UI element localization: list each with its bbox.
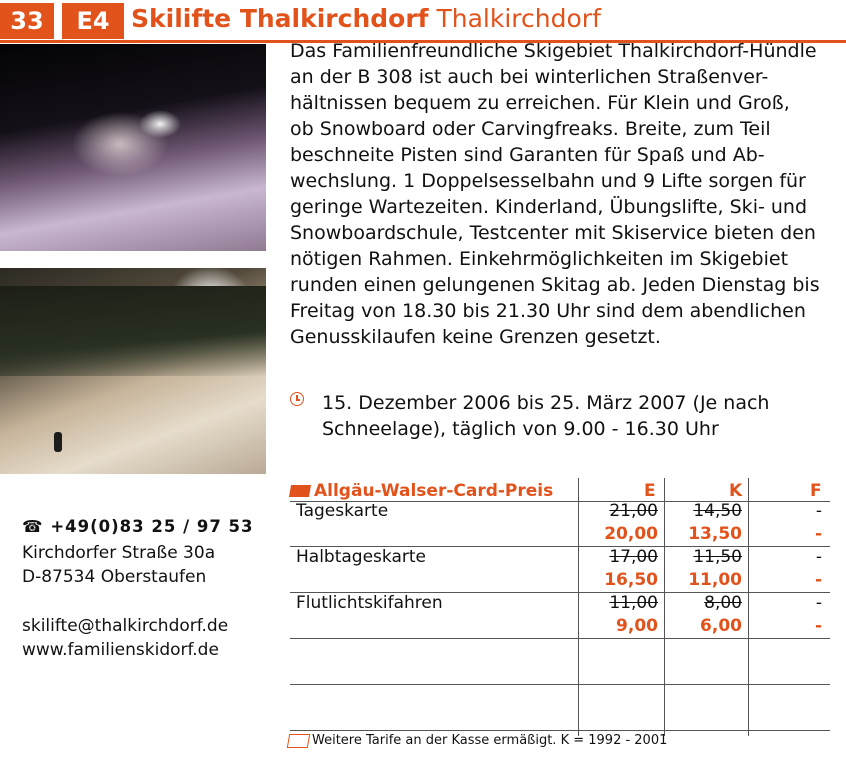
- phone-row: [22, 515, 254, 539]
- description-line: Snowboardschule, Testcenter mit Skiservice bieten den: [290, 222, 816, 244]
- row-label-halbtageskarte: Halbtageskarte: [296, 547, 426, 567]
- price-e-regular: 21,00: [609, 501, 658, 521]
- description-line: an der B 308 ist auch bei winterlichen Straßenver-: [290, 66, 769, 88]
- photo-skier: [54, 432, 62, 452]
- season-dates: [322, 390, 769, 442]
- price-f-regular: -: [815, 593, 822, 613]
- price-k-card: 6,00: [700, 616, 742, 636]
- price-footnote: Weitere Tarife an der Kasse ermäßigt. K = 1992 - 2001: [312, 733, 668, 748]
- telephone-icon: ☎: [22, 517, 44, 536]
- description-line: nötigen Rahmen. Einkehrmöglichkeiten im Skigebiet: [290, 248, 789, 270]
- entry-number-badge: 33: [0, 3, 54, 39]
- price-e-regular: 11,00: [609, 593, 658, 613]
- night-skiing-photo: [0, 44, 266, 251]
- column-e-header: E: [644, 481, 656, 501]
- description-line: Das Familienfreundliche Skigebiet Thalkirchdorf-Hündle: [290, 40, 817, 62]
- description-line: beschneite Pisten sind Garanten für Spaß und Ab-: [290, 144, 765, 166]
- column-divider: [578, 478, 579, 736]
- description-line: runden einen gelungenen Skitag ab. Jeden Dienstag bis: [290, 274, 820, 296]
- title-location: Thalkirchdorf: [436, 4, 601, 33]
- price-k-regular: 8,00: [704, 593, 742, 613]
- description-line: geringe Wartezeiten. Kinderland, Übungslifte, Ski- und: [290, 196, 808, 218]
- season-line-1: 15. Dezember 2006 bis 25. März 2007 (Je nach: [322, 392, 770, 414]
- description-line: ob Snowboard oder Carvingfreaks. Breite, zum Teil: [290, 118, 771, 140]
- description-line: Freitag von 18.30 bis 21.30 Uhr sind dem abendlichen: [290, 300, 806, 322]
- photo-forest: [0, 286, 266, 376]
- address-city: D-87534 Oberstaufen: [22, 567, 207, 587]
- ski-slope-photo: [0, 268, 266, 474]
- row-label-flutlicht: Flutlichtskifahren: [296, 593, 443, 613]
- price-k-regular: 14,50: [693, 501, 742, 521]
- row-divider: [290, 684, 830, 685]
- column-f-header: F: [810, 481, 822, 501]
- price-k-card: 11,00: [688, 570, 742, 590]
- map-code-badge: E4: [62, 3, 124, 39]
- website-link[interactable]: www.familienskidorf.de: [22, 640, 219, 660]
- price-k-card: 13,50: [688, 524, 742, 544]
- price-f-card: -: [814, 570, 822, 590]
- email-link[interactable]: skilifte@thalkirchdorf.de: [22, 616, 229, 636]
- price-e-card: 9,00: [616, 616, 658, 636]
- price-f-regular: -: [815, 501, 822, 521]
- price-f-card: -: [814, 524, 822, 544]
- price-e-card: 16,50: [604, 570, 658, 590]
- column-divider: [664, 478, 665, 736]
- phone-number[interactable]: +49(0)83 25 / 97 53: [50, 517, 254, 536]
- title-bold: Skilifte Thalkirchdorf: [131, 4, 429, 33]
- description-line: hältnissen bequem zu erreichen. Für Klein und Groß,: [290, 92, 790, 114]
- row-divider: [290, 730, 830, 731]
- price-table: [290, 478, 830, 738]
- address-street: Kirchdorfer Straße 30a: [22, 543, 216, 563]
- clock-icon: [290, 392, 304, 406]
- price-e-regular: 17,00: [609, 547, 658, 567]
- footnote-flag-icon: [287, 734, 310, 748]
- price-k-regular: 11,50: [693, 547, 742, 567]
- price-e-card: 20,00: [604, 524, 658, 544]
- card-price-header: Allgäu-Walser-Card-Preis: [314, 481, 554, 501]
- page-title: [131, 2, 601, 36]
- row-divider: [290, 638, 830, 639]
- description-line: Genusskilaufen keine Grenzen gesetzt.: [290, 326, 661, 348]
- price-f-card: -: [814, 616, 822, 636]
- description: [290, 38, 835, 350]
- column-k-header: K: [729, 481, 743, 501]
- price-f-regular: -: [815, 547, 822, 567]
- column-divider: [748, 478, 749, 736]
- description-line: wechslung. 1 Doppelsesselbahn und 9 Lifte sorgen für: [290, 170, 806, 192]
- card-flag-icon: [289, 485, 311, 497]
- season-line-2: Schneelage), täglich von 9.00 - 16.30 Uhr: [322, 418, 719, 440]
- row-label-tageskarte: Tageskarte: [296, 501, 389, 521]
